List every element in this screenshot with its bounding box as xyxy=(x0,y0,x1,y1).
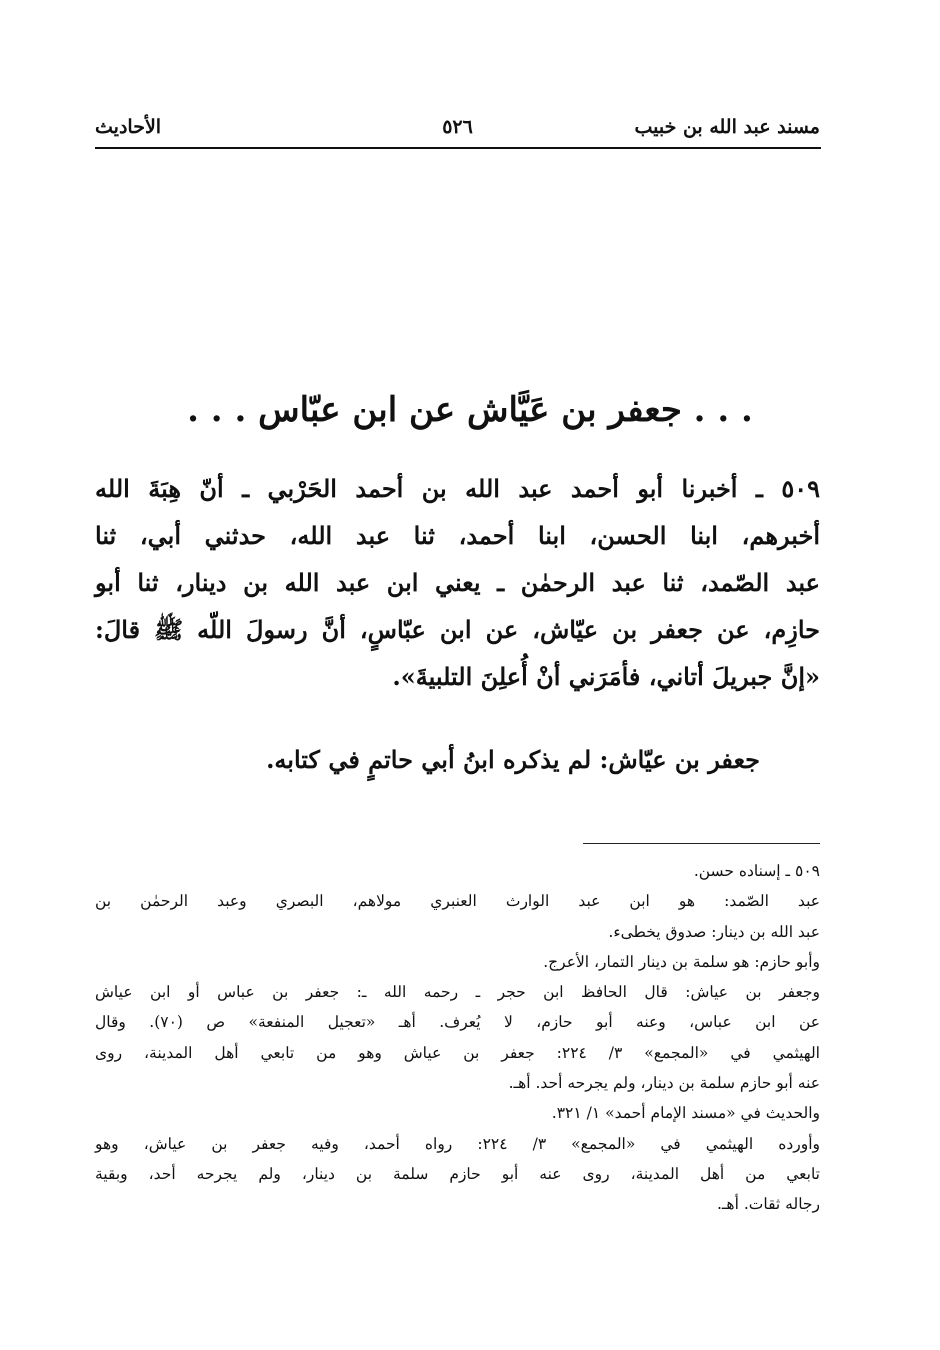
footnote-line: الهيثمي في «المجمع» ٣/ ٢٢٤: جعفر بن عياش وهو من تابعي أهل المدينة، روى xyxy=(95,1043,820,1062)
hadith-line: حازِم، عن جعفر بن عيّاش، عن ابن عبّاسٍ، أنَّ رسولَ اللّه ﷺ قالَ: xyxy=(95,615,820,644)
footnote-rule xyxy=(583,843,820,844)
footnote-line: ٥٠٩ ـ إسناده حسن. xyxy=(693,862,820,880)
hadith-line: «إنَّ جبريلَ أتاني، فأمَرَني أنْ أُعلِنَ التلبيةَ». xyxy=(392,662,820,691)
header-section-title: الأحاديث xyxy=(95,116,162,138)
footnote-line: عبد الصّمد: هو ابن عبد الوارث العنبري مولاهم، البصري وعبد الرحمٰن بن xyxy=(95,892,820,911)
hadith-line: ٥٠٩ ـ أخبرنا أبو أحمد عبد الله بن أحمد الحَرْبي ـ أنّ هِبَةَ الله xyxy=(95,474,820,503)
footnote-line: رجاله ثقات. أهـ. xyxy=(716,1195,820,1214)
footnote-line: تابعي من أهل المدينة، روى عنه أبو حازم سلمة بن دينار، ولم يجرحه أحد، وبقية xyxy=(95,1164,820,1183)
footnote-line: وأورده الهيثمي في «المجمع» ٣/ ٢٢٤: رواه أحمد، وفيه جعفر بن عياش، وهو xyxy=(95,1134,820,1153)
footnote-line: عنه أبو حازم سلمة بن دينار، ولم يجرحه أحد. أهـ. xyxy=(508,1074,820,1093)
hadith-line: أخبرهم، ابنا الحسن، ابنا أحمد، ثنا عبد الله، حدثني أبي، ثنا xyxy=(95,521,820,550)
header-rule xyxy=(95,147,821,149)
footnote-line: عبد الله بن دينار: صدوق يخطىء. xyxy=(608,922,820,941)
footnote-line: والحديث في «مسند الإمام أحمد» ١/ ٣٢١. xyxy=(551,1104,820,1123)
footnote-line: وأبو حازم: هو سلمة بن دينار التمار، الأعرج. xyxy=(543,952,820,971)
footnote-line: عن ابن عباس، وعنه أبو حازم، لا يُعرف. أهـ «تعجيل المنفعة» ص (٧٠). وقال xyxy=(95,1013,820,1032)
chapter-title: . . . جعفر بن عَيَّاش عن ابن عبّاس . . . xyxy=(187,390,753,430)
footnotes xyxy=(95,856,820,1220)
hadith-line: عبد الصّمد، ثنا عبد الرحمٰن ـ يعني ابن عبد الله بن دينار، ثنا أبو xyxy=(95,568,820,597)
narrator-note: جعفر بن عيّاش: لم يذكره ابنُ أبي حاتمٍ في كتابه. xyxy=(266,745,760,774)
header-page-number: ٥٢٦ xyxy=(442,116,473,138)
hadith-text xyxy=(95,465,820,700)
running-header xyxy=(95,116,820,146)
footnote-line: وجعفر بن عياش: قال الحافظ ابن حجر ـ رحمه الله ـ: جعفر بن عباس أو ابن عياش xyxy=(95,983,820,1002)
header-book-title: مسند عبد الله بن خبيب xyxy=(634,116,820,138)
